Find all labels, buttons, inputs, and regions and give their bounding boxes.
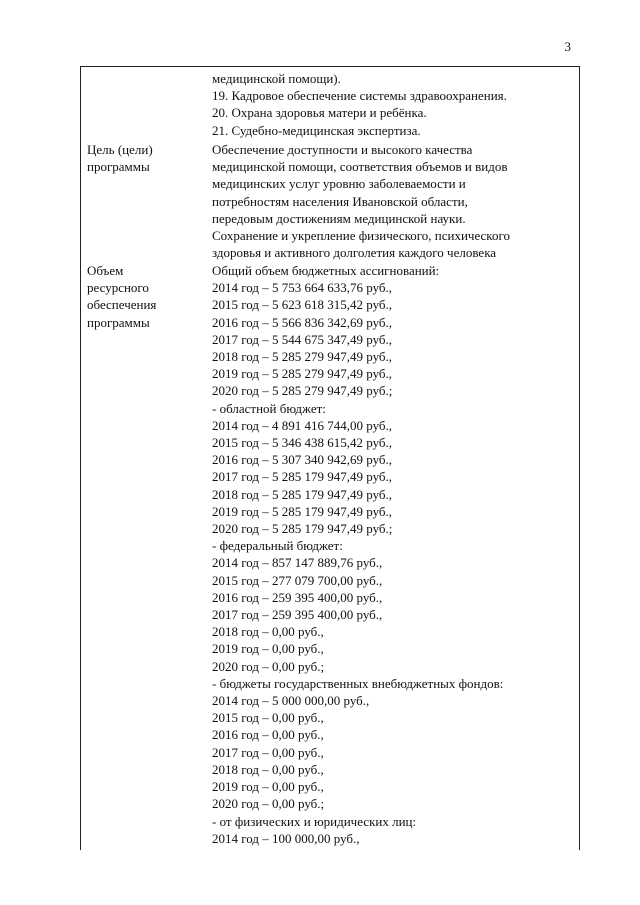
row-content-line: потребностям населения Ивановской области, <box>212 193 468 209</box>
row-content <box>212 262 578 847</box>
row-content-line: - от физических и юридических лиц: <box>212 813 417 829</box>
row-content-line: 2017 год – 5 544 675 347,49 руб., <box>212 331 393 347</box>
row-content-line: 2019 год – 0,00 руб., <box>212 641 324 657</box>
row-content-line: - бюджеты государственных внебюджетных фондов: <box>212 675 504 691</box>
row-content <box>212 141 578 261</box>
row-label <box>87 141 207 175</box>
row-content-line: 2020 год – 5 285 279 947,49 руб.; <box>212 383 393 399</box>
row-label <box>87 262 207 331</box>
row-content-line: 2019 год – 5 285 179 947,49 руб., <box>212 503 393 519</box>
row-content-line: 2016 год – 259 395 400,00 руб., <box>212 589 383 605</box>
row-content-line: 2018 год – 0,00 руб., <box>212 624 324 640</box>
row-content-line: 19. Кадровое обеспечение системы здравоохранения. <box>212 88 507 104</box>
row-content-line: здоровья и активного долголетия каждого человека <box>212 245 497 261</box>
row-content-line: 2015 год – 277 079 700,00 руб., <box>212 572 383 588</box>
row-content-line: 2014 год – 5 753 664 633,76 руб., <box>212 280 393 296</box>
row-content-line: 2020 год – 0,00 руб.; <box>212 658 325 674</box>
row-label-line: Цель (цели) <box>87 142 153 157</box>
row-label-line: ресурсного <box>87 280 149 296</box>
row-content-line: 2014 год – 5 000 000,00 руб., <box>212 693 370 709</box>
row-label-line: Объем <box>87 263 124 278</box>
row-content-line: 2016 год – 5 307 340 942,69 руб., <box>212 452 393 468</box>
row-content-line: 21. Судебно-медицинская экспертиза. <box>212 122 421 138</box>
row-content-line: медицинских услуг уровню заболеваемости и <box>212 176 466 192</box>
page-number: 3 <box>564 39 571 54</box>
row-content-line: медицинской помощи). <box>212 71 341 86</box>
row-content-line: - федеральный бюджет: <box>212 538 343 554</box>
row-content-line: 2017 год – 5 285 179 947,49 руб., <box>212 469 393 485</box>
row-content-line: 2014 год – 4 891 416 744,00 руб., <box>212 417 393 433</box>
row-label-line: программы <box>87 314 150 330</box>
row-content-line: 2016 год – 5 566 836 342,69 руб., <box>212 314 393 330</box>
row-content-line: передовым достижениям медицинской науки. <box>212 210 466 226</box>
row-content-line: 2017 год – 0,00 руб., <box>212 744 324 760</box>
row-content-line: 2020 год – 0,00 руб.; <box>212 796 325 812</box>
row-content-line: Общий объем бюджетных ассигнований: <box>212 263 440 278</box>
row-content-line: Обеспечение доступности и высокого качества <box>212 142 473 157</box>
row-content-line: 2019 год – 5 285 279 947,49 руб., <box>212 366 393 382</box>
row-content-line: 2016 год – 0,00 руб., <box>212 727 324 743</box>
row-content-line: 2019 год – 0,00 руб., <box>212 779 324 795</box>
row-content-line: 2018 год – 5 285 279 947,49 руб., <box>212 349 393 365</box>
row-content-line: 2014 год – 100 000,00 руб., <box>212 830 360 846</box>
row-label-line: обеспечения <box>87 297 157 313</box>
row-content <box>212 70 578 139</box>
row-content-line: 20. Охрана здоровья матери и ребёнка. <box>212 105 427 121</box>
row-content-line: 2018 год – 5 285 179 947,49 руб., <box>212 486 393 502</box>
row-content-line: медицинской помощи, соответствия объемов и видов <box>212 159 508 175</box>
row-content-line: 2018 год – 0,00 руб., <box>212 761 324 777</box>
row-content-line: 2017 год – 259 395 400,00 руб., <box>212 607 383 623</box>
passport-table <box>80 66 580 850</box>
row-label-line: программы <box>87 159 150 175</box>
row-content-line: 2015 год – 5 623 618 315,42 руб., <box>212 297 393 313</box>
row-content-line: 2014 год – 857 147 889,76 руб., <box>212 555 383 571</box>
row-content-line: 2015 год – 5 346 438 615,42 руб., <box>212 435 393 451</box>
row-content-line: 2015 год – 0,00 руб., <box>212 710 324 726</box>
row-content-line: 2020 год – 5 285 179 947,49 руб.; <box>212 521 393 537</box>
row-content-line: - областной бюджет: <box>212 400 326 416</box>
row-content-line: Сохранение и укрепление физического, психического <box>212 228 510 244</box>
